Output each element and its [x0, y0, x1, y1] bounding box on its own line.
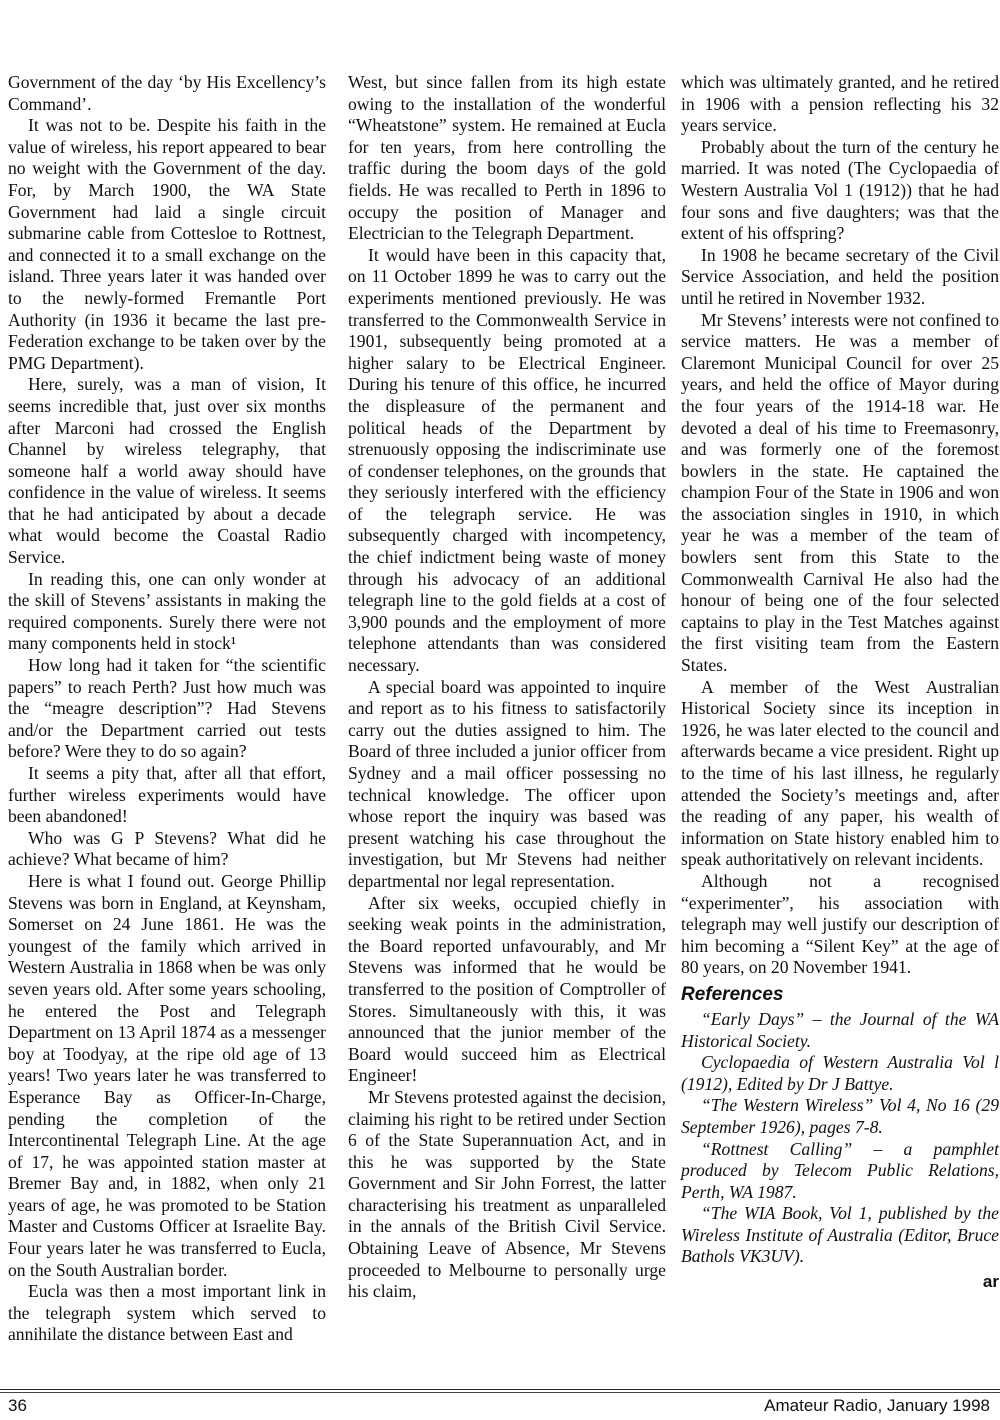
paragraph: After six weeks, occupied chiefly in seeking weak points in the administration, the Board reported unfavourably, and Mr Stevens was informed that he would be transferred to the position of Comptroller of Stores. Simultaneously with this, it was announced that the junior member of the Board would succeed him as Electrical Engineer! [348, 892, 666, 1086]
paragraph: Mr Stevens’ interests were not confined to service matters. He was a member of Claremont Municipal Council for over 25 years, and held the office of Mayor during the four years of the 1914-18 war. He devoted a deal of his time to Freemasonry, and was formerly one of the foremost bowlers in the state. He captained the champion Four of the State in 1906 and won the association singles in 1910, in which year he was a member of the team of bowlers sent from this State to the Commonwealth Carnival He also had the honour of being one of the four selected captains to play in the Test Matches against the first visiting team from the Eastern States. [681, 309, 999, 676]
column-2 [348, 72, 666, 1303]
paragraph: It seems a pity that, after all that effort, further wireless experiments would have been abandoned! [8, 763, 326, 827]
paragraph: which was ultimately granted, and he retired in 1906 with a pension reflecting his 32 years service. [681, 72, 999, 136]
paragraph: It would have been in this capacity that, on 11 October 1899 he was to carry out the experiments mentioned previously. He was transferred to the Commonwealth Service in 1901, subsequently being promoted at a higher salary to be Electrical Engineer. During his tenure of this office, he incurred the displeasure of the permanent and political heads of the Department by strenuously opposing the indiscriminate use of condenser telephones, on the grounds that they seriously interfered with the efficiency of the telegraph service. He was subsequently charged with incompetency, the chief indictment being waste of money through his advocacy of an additional telegraph line to the gold fields at a cost of 3,900 pounds and the employment of more telephone attendants than was considered necessary. [348, 244, 666, 676]
article-body [8, 72, 999, 1372]
paragraph: How long had it taken for “the scientific papers” to reach Perth? Just how much was the “meagre description”? Had Stevens and/or the Department carried out tests before? Were they to do so again? [8, 655, 326, 762]
paragraph: In reading this, one can only wonder at the skill of Stevens’ assistants in making the required components. Surely there were not many components held in stock¹ [8, 568, 326, 654]
paragraph: It was not to be. Despite his faith in the value of wireless, his report appeared to bear no weight with the Government of the day. For, by March 1900, the WA State Government had laid a single circuit submarine cable from Cottesloe to Rottnest, and connected it to a small exchange on the island. Three years later it was handed over to the newly-formed Fremantle Port Authority (in 1936 it became the last pre-Federation exchange to be taken over by the PMG Department). [8, 115, 326, 373]
paragraph: Eucla was then a most important link in the telegraph system which served to annihilate the distance between East and [8, 1281, 326, 1345]
column-3 [681, 72, 999, 1292]
paragraph: Mr Stevens protested against the decision, claiming his right to be retired under Section 6 of the State Superannuation Act, and in this he was supported by the State Government and Sir John Forrest, the latter characterising his treatment as unparalleled in the annals of the British Civil Service. Obtaining Leave of Absence, Mr Stevens proceeded to Melbourne to personally urge his claim, [348, 1086, 666, 1302]
column-1 [8, 72, 326, 1346]
reference-item: “The WIA Book, Vol 1, published by the Wireless Institute of Australia (Editor, Bruce Bathols VK3UV). [681, 1203, 999, 1267]
page-number: 36 [8, 1396, 27, 1415]
reference-item: “Rottnest Calling” – a pamphlet produced by Telecom Public Relations, Perth, WA 1987. [681, 1138, 999, 1202]
paragraph: Here, surely, was a man of vision, It seems incredible that, just over six months after Marconi had crossed the English Channel by wireless telegraphy, that someone half a world away should have confidence in the value of wireless. It seems that he had anticipated by about a decade what would become the Coastal Radio Service. [8, 374, 326, 568]
reference-item: Cyclopaedia of Western Australia Vol l (1912), Edited by Dr J Battye. [681, 1052, 999, 1094]
reference-item: “The Western Wireless” Vol 4, No 16 (29 September 1926), pages 7-8. [681, 1095, 999, 1137]
paragraph: Probably about the turn of the century he married. It was noted (The Cyclopaedia of Western Australia Vol 1 (1912)) that he had four sons and five daughters; was that the extent of his offspring? [681, 136, 999, 244]
paragraph: In 1908 he became secretary of the Civil Service Association, and held the position until he retired in November 1932. [681, 244, 999, 308]
paragraph: Although not a recognised “experimenter”, his association with telegraph may well justify our description of him becoming a “Silent Key” at the age of 80 years, on 20 November 1941. [681, 870, 999, 978]
paragraph: West, but since fallen from its high estate owing to the installation of the wonderful “Wheatstone” system. He remained at Eucla for ten years, from here controlling the traffic during the boom days of the gold fields. He was recalled to Perth in 1896 to occupy the position of Manager and Electrician to the Telegraph Department. [348, 72, 666, 244]
end-mark: ar [982, 1272, 999, 1292]
reference-item: “Early Days” – the Journal of the WA Historical Society. [681, 1008, 999, 1051]
footer-rule-thin [0, 1392, 1000, 1393]
paragraph: Government of the day ‘by His Excellency’s Command’. [8, 72, 326, 114]
paragraph: A member of the West Australian Historical Society since its inception in 1926, he was later elected to the council and afterwards became a vice president. Right up to the time of his last illness, he regularly attended the Society’s meetings and, after the reading of any paper, his wealth of information on State history enabled him to speak authoritatively on relevant incidents. [681, 676, 999, 870]
paragraph: Here is what I found out. George Phillip Stevens was born in England, at Keynsham, Somerset on 24 June 1861. He was the youngest of the family which arrived in Western Australia in 1868 when be was only seven years old. After some years schooling, he entered the Post and Telegraph Department on 13 April 1874 as a messenger boy at Toodyay, at the ripe old age of 13 years! Two years later he was transferred to Esperance Bay as Officer-In-Charge, pending the completion of the Intercontinental Telegraph Line. At the age of 17, he was appointed station master at Bremer Bay and, in 1882, when only 21 years of age, he was promoted to be Station Master and Customs Officer at Israelite Bay. Four years later he was transferred to Eucla, on the South Australian border. [8, 870, 326, 1280]
footer-rule [0, 1389, 1000, 1390]
paragraph: Who was G P Stevens? What did he achieve? What became of him? [8, 827, 326, 870]
magazine-title: Amateur Radio, January 1998 [764, 1396, 990, 1415]
paragraph: A special board was appointed to inquire and report as to his fitness to satisfactorily carry out the duties assigned to him. The Board of three included a junior officer from Sydney and a mail officer possessing no technical knowledge. The officer upon whose report the inquiry was based was present watching his case throughout the investigation, but Mr Stevens had neither departmental nor legal representation. [348, 676, 666, 891]
references-heading: References [681, 983, 784, 1005]
